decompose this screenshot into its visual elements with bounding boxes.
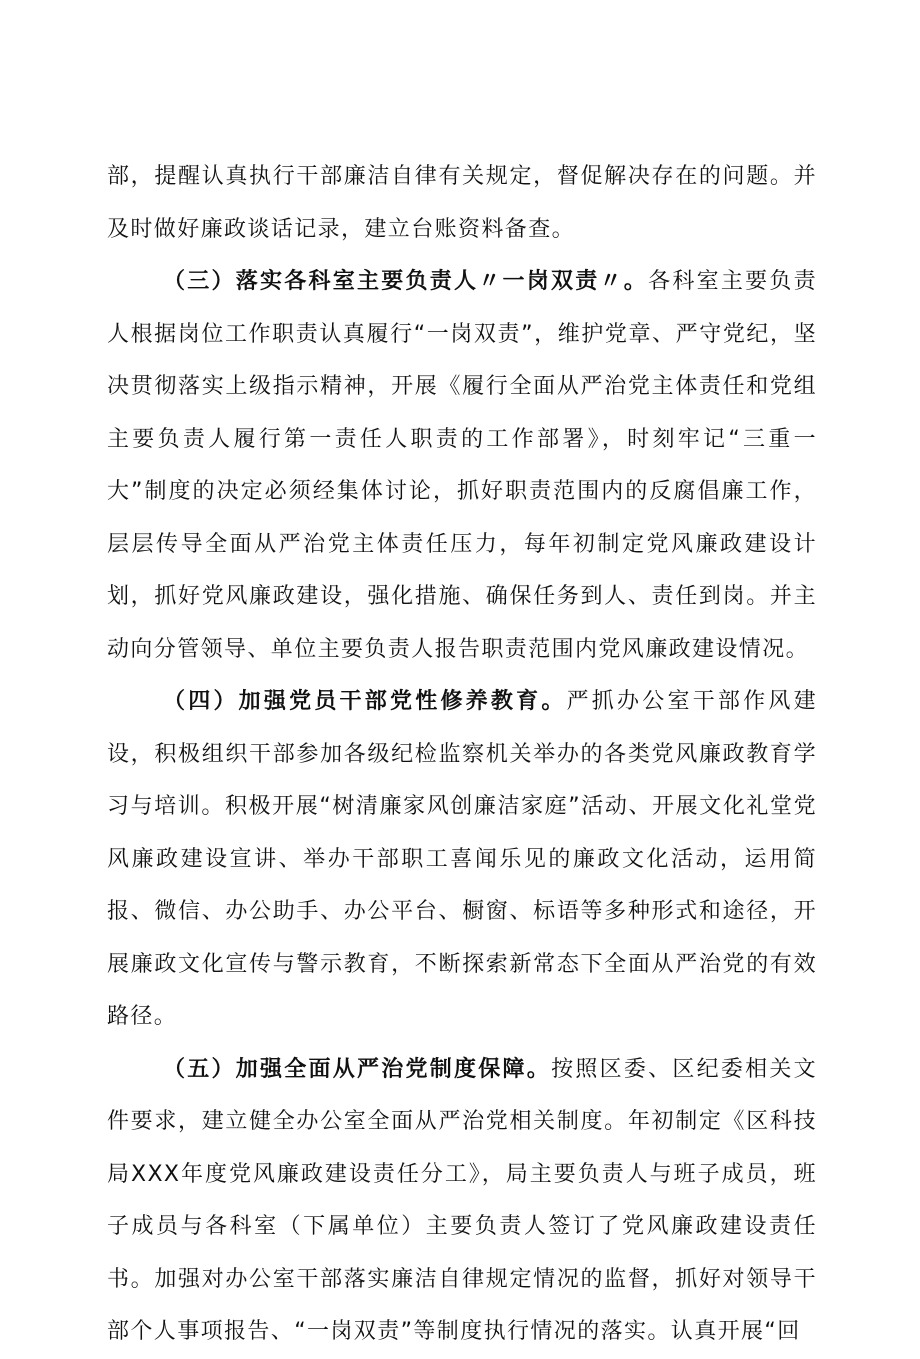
document-body [107, 151, 817, 1359]
paragraph-section-3 [107, 256, 817, 676]
paragraph-continuation [107, 151, 817, 256]
paragraph-section-5 [107, 1044, 817, 1359]
paragraph-section-4 [107, 676, 817, 1044]
paragraph-body: 各科室主要负责人根据岗位工作职责认真履行“一岗双责”，维护党章、严守党纪，坚决贯彻落实上级指示精神，开展《履行全面从严治党主体责任和党组主要负责人履行第一责任人职责的工作部署》，时刻牢记“三重一大”制度的决定必须经集体讨论，抓好职责范围内的反腐倡廉工作，层层传导全面从严治党主体责任压力，每年初制定党风廉政建设计划，抓好党风廉政建设，强化措施、确保任务到人、责任到岗。并主动向分管领导、单位主要负责人报告职责范围内党风廉政建设情况。 [107, 269, 817, 662]
paragraph-body: 部，提醒认真执行干部廉洁自律有关规定，督促解决存在的问题。并及时做好廉政谈话记录，建立台账资料备查。 [107, 164, 817, 242]
section-heading: （四）加强党员干部党性修养教育。 [163, 689, 567, 714]
paragraph-body: 按照区委、区纪委相关文件要求，建立健全办公室全面从严治党相关制度。年初制定《区科技局XXX年度党风廉政建设责任分工》，局主要负责人与班子成员，班子成员与各科室（下属单位）主要负责人签订了党风廉政建设责任书。加强对办公室干部落实廉洁自律规定情况的监督，抓好对领导干部个人事项报告、“一岗双责”等制度执行情况的落实。认真开展“回 [107, 1056, 817, 1344]
section-heading: （五）加强全面从严治党制度保障。 [163, 1056, 552, 1082]
paragraph-body: 严抓办公室干部作风建设，积极组织干部参加各级纪检监察机关举办的各类党风廉政教育学习与培训。积极开展“树清廉家风创廉洁家庭”活动、开展文化礼堂党风廉政建设宣讲、举办干部职工喜闻乐见的廉政文化活动，运用简报、微信、办公助手、办公平台、橱窗、标语等多种形式和途径，开展廉政文化宣传与警示教育，不断探索新常态下全面从严治党的有效路径。 [107, 689, 817, 1029]
section-heading: （三）落实各科室主要负责人〃一岗双责〃。 [163, 269, 649, 294]
